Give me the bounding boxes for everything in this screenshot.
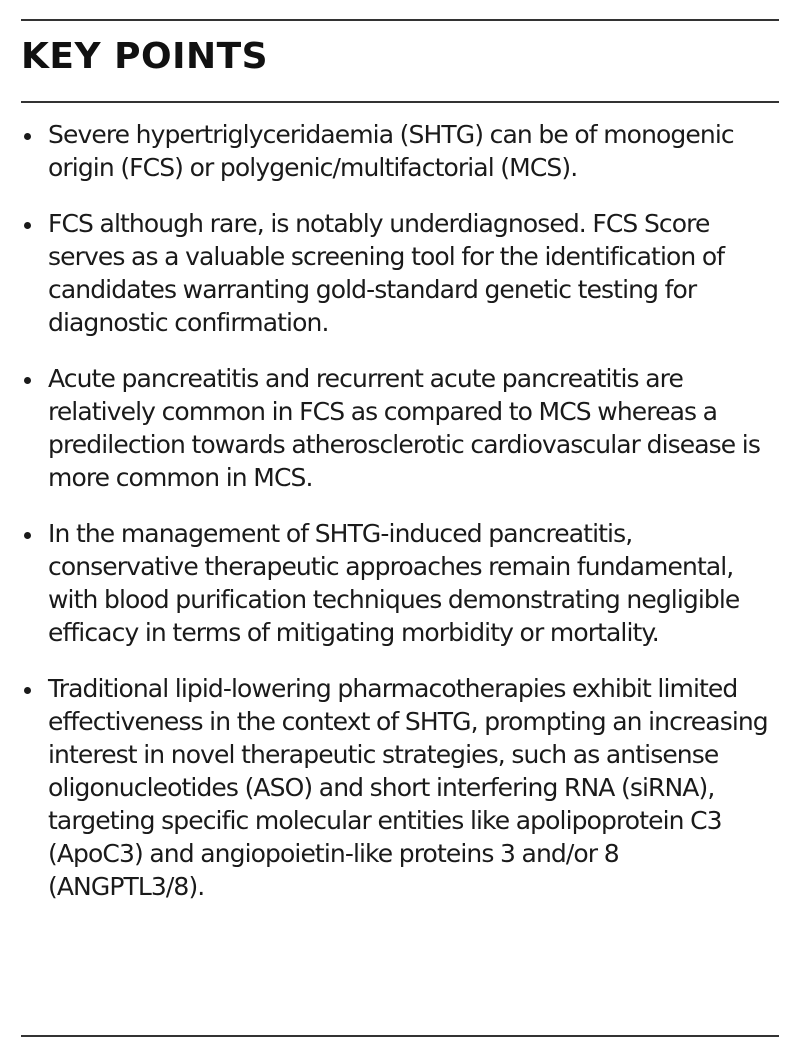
key-point-item bbox=[21, 362, 779, 494]
bullet-icon bbox=[24, 532, 31, 539]
key-point-text: In the management of SHTG-induced pancreatitis, conservative therapeutic approaches remain fundamental, with blood purification techniques demonstrating negligible efficacy in terms of mitigating morbidity or mortality. bbox=[48, 519, 740, 647]
key-point-text: Acute pancreatitis and recurrent acute pancreatitis are relatively common in FCS as compared to MCS whereas a predilection towards atherosclerotic cardiovascular disease is more common in MCS. bbox=[48, 364, 760, 492]
key-point-item bbox=[21, 207, 779, 339]
bullet-icon bbox=[24, 133, 31, 140]
key-point-item bbox=[21, 672, 779, 903]
key-point-text: Traditional lipid-lowering pharmacotherapies exhibit limited effectiveness in the context of SHTG, prompting an increasing interest in novel therapeutic strategies, such as antisense oligonucleotides (ASO) and short interfering RNA (siRNA), targeting specific molecular entities like apolipoprotein C3 (ApoC3) and angiopoietin-like proteins 3 and/or 8 (ANGPTL3/8). bbox=[48, 674, 768, 901]
bullet-icon bbox=[24, 222, 31, 229]
key-point-item bbox=[21, 517, 779, 649]
key-points-box bbox=[21, 19, 779, 1037]
bullet-icon bbox=[24, 377, 31, 384]
bullet-icon bbox=[24, 687, 31, 694]
title-divider bbox=[21, 101, 779, 103]
key-point-text: Severe hypertriglyceridaemia (SHTG) can be of monogenic origin (FCS) or polygenic/multifactorial (MCS). bbox=[48, 120, 734, 182]
key-points-list bbox=[21, 118, 779, 926]
key-points-title: KEY POINTS bbox=[21, 36, 269, 77]
key-point-text: FCS although rare, is notably underdiagnosed. FCS Score serves as a valuable screening tool for the identification of candidates warranting gold-standard genetic testing for diagnostic confirmation. bbox=[48, 209, 725, 337]
key-point-item bbox=[21, 118, 779, 184]
